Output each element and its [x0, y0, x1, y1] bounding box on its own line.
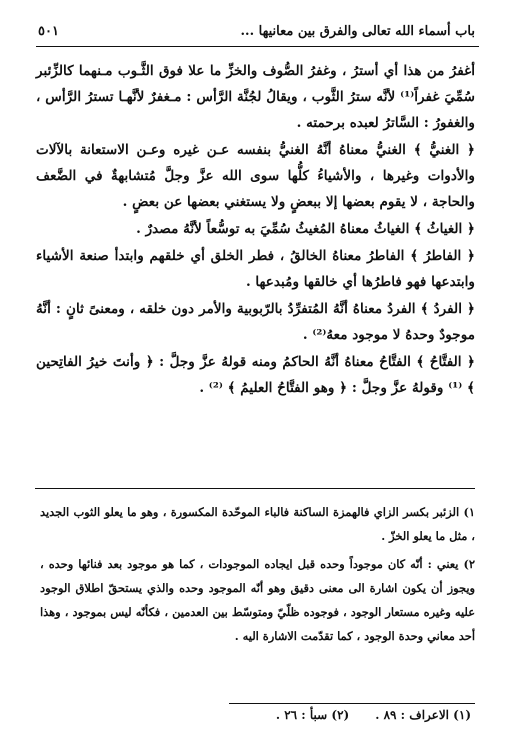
paragraph: ﴿ الفاطرُ ﴾ الفاطرُ معناهُ الخالقُ ، فطر الخلق أي خلقهم وابتدأ صنعة الأشياء وابتدعها فهو فاطرُها أي خالقها ومُبدعها .	[36, 248, 475, 290]
sources-divider	[229, 703, 475, 704]
paragraph: ﴿ الغياثُ ﴾ الغياثُ معناهُ المُغيثُ سُمِّيَ به توسُّعاً لأنَّهُ مصدرٌ .	[136, 221, 475, 237]
header-divider	[36, 46, 479, 47]
paragraph: ﴿ الفتَّاحُ ﴾ الفتَّاحُ معناهُ أنَّهُ الحاكمُ ومنه قولهُ عزَّ وجلَّ : ﴿ وأنتَ خيرُ الفاتِحين ﴾ ⁽¹⁾ وقولهُ عزَّ وجلَّ : ﴿ وهو الفتَّاحُ العليمُ ﴾ ⁽²⁾ .	[36, 354, 475, 396]
source-ref: (١) الاعراف : ٨٩ .	[375, 708, 471, 722]
running-header	[38, 20, 475, 42]
chapter-title: باب أسماء الله تعالى والفرق بين معانيها ...	[240, 23, 475, 39]
main-text	[36, 58, 475, 402]
paragraph: ﴿ الغنيُّ ﴾ الغنيُّ معناهُ أنَّهُ الغنيُّ بنفسه عـن غيره وعـن الاستعانة بالآلات والأدوات وغيرها ، والأشياءُ كلُّها سوى الله عزَّ وجلَّ مُتشابهةٌ في الضَّعف والحاجة ، لا يقوم بعضها إلا ببعضٍ ولا يستغني بعضها عن بعضٍ .	[36, 142, 475, 210]
paragraph: ﴿ الفردُ ﴾ الفردُ معناهُ أنَّهُ المُتفرِّدُ بالرّبوبية والأمر دون خلقه ، ومعنىً ثانٍ : أنَّهُ موجودٌ وحدهُ لا موجود معهُ⁽²⁾ .	[36, 301, 475, 343]
verse-sources	[276, 708, 471, 722]
paragraph: أغفرُ من هذا أي أسترُ ، وغفرُ الصُّوف والخزِّ ما علا فوق الثَّـوب مـنهما كالزِّئبر سُمِّيَ غفراً⁽¹⁾ لأنَّه سترُ الثَّوب ، ويقالُ لجُنَّة الرَّأس : مـغفرٌ لأنَّهـا تسترُ الرَّأس ، والغفورُ : السَّاترُ لعبده برحمته .	[36, 63, 475, 131]
footnote-divider	[35, 488, 475, 489]
page-number: ٥٠١	[38, 23, 59, 39]
footnotes	[40, 500, 475, 652]
source-ref: (٢) سبأ : ٢٦ .	[275, 708, 350, 722]
footnote: ١) الزئبر بكسر الزاي فالهمزة الساكنة فالباء الموحّدة المكسورة ، وهو ما يعلو الثوب الجديد ، مثل ما يعلو الخزّ .	[40, 505, 475, 543]
footnote: ٢) يعني : أنّه كان موجوداً وحده قبل ايجاده الموجودات ، كما هو موجود بعد فنائها وحده ، ويجوز أن يكون اشارة الى معنى دقيق وهو أنّه الموجود وحده والذي يستحقّ اطلاق الوجود عليه وغيره مستعار الوجود ، فوجوده ظلّيّ ومتوسّط بين العدمين ، فكأنّه ليس بموجود ، وهذا أحد معاني وحدة الوجود ، كما تقدّمت الاشارة اليه .	[40, 557, 475, 643]
